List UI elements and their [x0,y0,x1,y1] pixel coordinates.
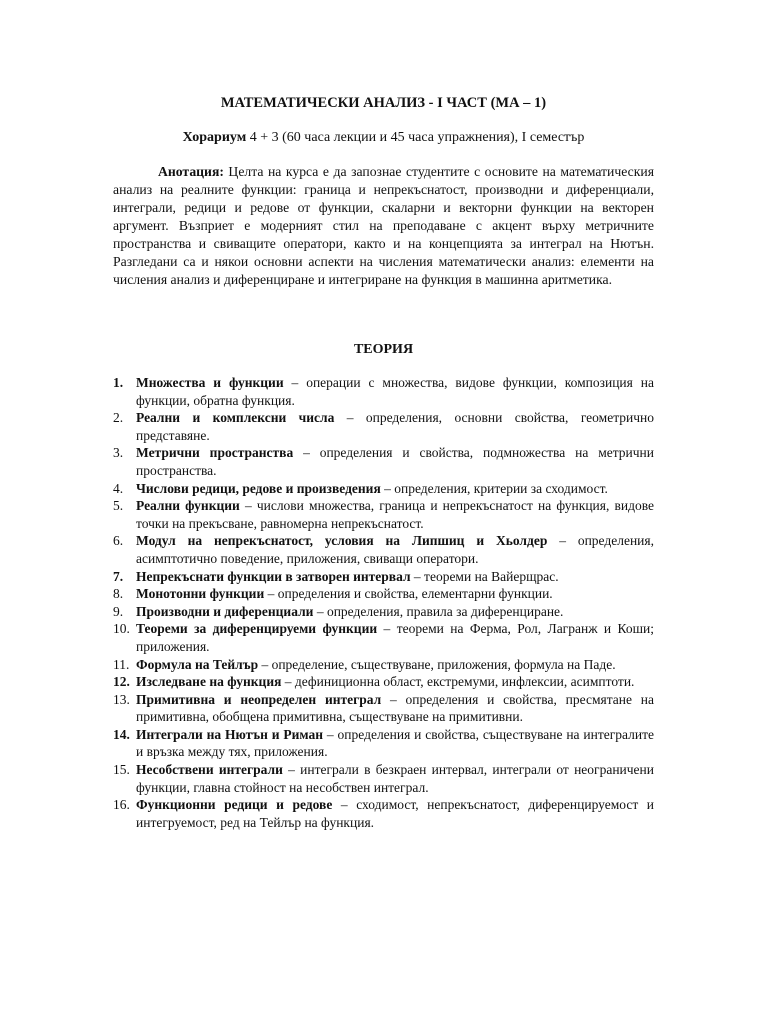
topic-number: 4. [113,480,124,496]
topic-number: 9. [113,603,124,619]
topics-list [113,374,654,831]
topic-title: Функционни редици и редове [136,797,333,813]
topic-item [113,691,654,726]
hours-text: 4 + 3 (60 часа лекции и 45 часа упражнения), I семестър [246,130,585,145]
abstract-label: Анотация: [158,164,224,179]
topic-number: 13. [113,691,130,707]
topic-description: – теореми на Ферма, Рол, Лагранж и Коши; приложения. [136,621,654,654]
topic-description: – определения и свойства, подмножества на метрични пространства. [136,445,655,478]
topic-item [113,497,654,532]
topic-number: 5. [113,498,124,514]
topic-item [113,796,654,831]
topic-title: Изследване на функция [136,674,282,690]
topic-title: Множества и функции [136,375,284,390]
topic-description: – определения, асимптотично поведение, приложения, свиващи оператори. [136,533,654,566]
topic-description: – определения и свойства, пресмятане на примитивна, обобщена примитивна, съществуване на примитивни. [136,691,654,725]
topic-item [113,409,654,444]
topic-description: – определения и свойства, съществуване на интегралите и връзка между тях, приложения. [136,726,654,760]
topic-text [136,761,654,796]
topic-number: 7. [113,568,124,584]
topic-text [136,409,654,444]
topic-number: 1. [113,375,124,390]
topic-title: Реални функции [136,498,240,514]
topic-item [113,480,654,498]
topic-number: 14. [113,726,130,742]
topic-item [113,603,654,621]
topic-item [113,620,654,655]
topic-text [136,568,654,586]
topic-item [113,532,654,567]
course-abstract [113,163,654,289]
topic-item [113,761,654,796]
topic-title: Непрекъснати функции в затворен интервал [136,568,411,584]
topic-text [136,480,654,498]
topic-text [136,620,654,655]
topic-number: 11. [113,656,130,672]
topic-text [136,673,654,691]
topic-title: Монотонни функции [136,586,265,602]
course-title: МАТЕМАТИЧЕСКИ АНАЛИЗ - I ЧАСТ (МА – 1) [220,95,547,111]
topic-item [113,374,654,409]
topic-title: Числови редици, редове и произведения [136,480,381,496]
topic-title: Интеграли на Нютън и Риман [136,726,324,742]
topic-item [113,444,654,479]
topic-description: – дефиниционна област, екстремуми, инфлексии, асимптоти. [281,674,635,690]
topic-title: Производни и диференциали [136,603,314,619]
topic-text [136,656,654,674]
topic-text [136,497,654,532]
topic-text [136,726,654,761]
topic-description: – сходимост, непрекъснатост, диференцируемост и интегруемост, ред на Тейлър на функция. [136,797,655,830]
topic-title: Примитивна и неопределен интеграл [136,691,382,707]
topic-number: 12. [113,674,130,690]
topic-number: 3. [113,445,124,461]
topic-text [136,444,654,479]
course-hours [113,129,654,147]
topic-text [136,603,654,621]
topic-text [136,796,654,831]
topic-description: – определения, правила за диференциране. [313,603,564,619]
topic-item [113,673,654,691]
topic-text [136,585,654,603]
theory-heading: ТЕОРИЯ [353,342,414,357]
topic-number: 2. [113,410,124,426]
hours-label: Хорариум [182,130,247,145]
topic-description: – определение, съществуване, приложения, формула на Паде. [258,656,616,672]
topic-number: 10. [113,621,130,637]
topic-item [113,568,654,586]
topic-title: Формула на Тейлър [136,656,259,672]
topic-description: – числови множества, граница и непрекъснатост на функция, видове точки на прекъсване, равномерна непрекъснатост. [136,498,654,531]
topic-item [113,656,654,674]
topic-description: – определения и свойства, елементарни функции. [264,586,553,602]
topic-title: Метрични пространства [136,445,294,461]
topic-description: – определения, критерии за сходимост. [380,480,608,496]
topic-text [136,374,654,409]
topic-item [113,726,654,761]
topic-text [136,691,654,726]
topic-number: 16. [113,797,130,813]
topic-item [113,585,654,603]
topic-description: – теореми на Вайерщрас. [410,568,559,584]
abstract-text: Целта на курса е да запознае студентите с основите на математическия анализ на реалните функции: граница и непрекъснатост, производни и диференциали, интеграли, редици и редове от функции, скаларни и векторни функции на векторен аргумент. Възприет е модерният стил на преподаване с акцент върху метричните пространства и свиващите оператори, както и на концепцията за интеграл на Нютън. Разгледани са и някои основни аспекти на числения математически анализ: елементи на числения анализ и диференциране и интегриране на функция в машинна аритметика. [113,164,654,287]
topic-title: Реални и комплексни числа [136,410,335,426]
topic-title: Модул на непрекъснатост, условия на Липшиц и Хьолдер [136,533,548,549]
topic-number: 8. [113,586,124,602]
topic-description: – операции с множества, видове функции, композиция на функции, обратна функция. [136,375,654,408]
topic-title: Несобствени интеграли [136,762,283,778]
topic-text [136,532,654,567]
topic-title: Теореми за диференцируеми функции [136,621,378,637]
topic-number: 6. [113,533,124,549]
topic-description: – определения, основни свойства, геометрично представяне. [136,410,654,443]
topic-number: 15. [113,762,130,778]
topic-description: – интеграли в безкраен интервал, интеграли от неограничени функции, главна стойност на несобствен интеграл. [136,762,654,795]
